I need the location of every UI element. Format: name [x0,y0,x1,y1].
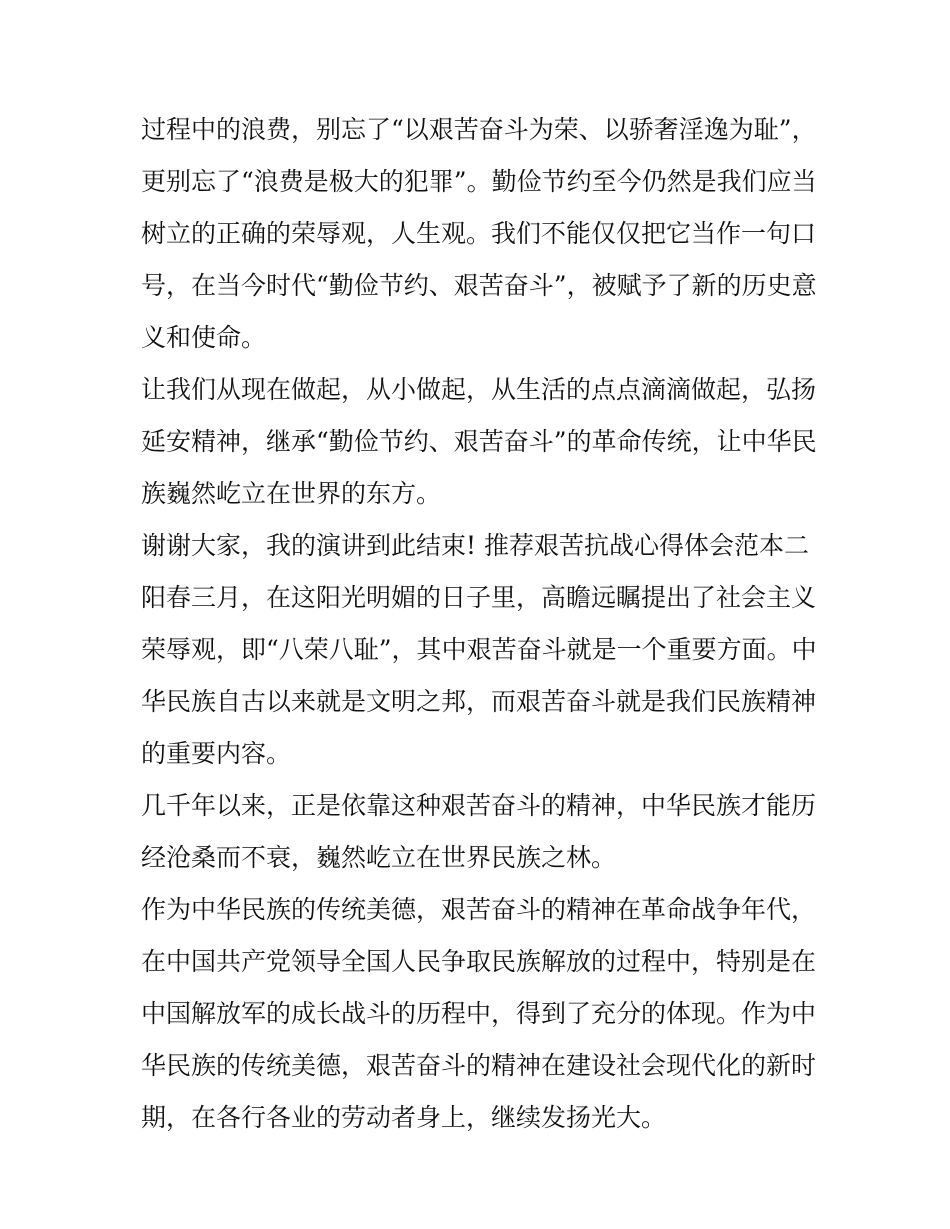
text-line: 的重要内容。 [141,739,292,768]
paragraph-2 [141,364,816,520]
text-line: 中国解放军的成长战斗的历程中，得到了充分的体现。作为中 [141,999,817,1028]
paragraph-1 [141,104,816,364]
text-line: 号，在当今时代“勤俭节约、艰苦奋斗”，被赋予了新的历史意 [141,271,817,300]
text-line: 过程中的浪费，别忘了“以艰苦奋斗为荣、以骄奢淫逸为耻”， [141,115,817,144]
text-line: 经沧桑而不衰，巍然屹立在世界民族之林。 [141,843,617,872]
paragraph-6 [141,884,816,1144]
text-line: 树立的正确的荣辱观，人生观。我们不能仅仅把它当作一句口 [141,219,817,248]
paragraph-4 [141,572,816,780]
text-line: 华民族自古以来就是文明之邦，而艰苦奋斗就是我们民族精神 [141,687,817,716]
text-line: 期，在各行各业的劳动者身上，继续发扬光大。 [141,1103,667,1132]
text-line: 族巍然屹立在世界的东方。 [141,479,442,508]
document-body [141,104,816,1144]
paragraph-3 [141,520,816,572]
text-line: 让我们从现在做起，从小做起，从生活的点点滴滴做起，弘扬 [141,375,817,404]
text-line: 几千年以来，正是依靠这种艰苦奋斗的精神，中华民族才能历 [141,791,817,820]
text-line: 作为中华民族的传统美德，艰苦奋斗的精神在革命战争年代， [141,895,817,924]
text-line: 谢谢大家，我的演讲到此结束! 推荐艰苦抗战心得体会范本二 [141,531,809,560]
text-line: 更别忘了“浪费是极大的犯罪”。勤俭节约至今仍然是我们应当 [141,167,817,196]
text-line: 华民族的传统美德，艰苦奋斗的精神在建设社会现代化的新时 [141,1051,817,1080]
text-line: 义和使命。 [141,323,267,352]
text-line: 延安精神，继承“勤俭节约、艰苦奋斗”的革命传统，让中华民 [141,427,817,456]
paragraph-5 [141,780,816,884]
text-line: 荣辱观，即“八荣八耻”，其中艰苦奋斗就是一个重要方面。中 [141,635,817,664]
text-line: 阳春三月，在这阳光明媚的日子里，高瞻远瞩提出了社会主义 [141,583,817,612]
text-line: 在中国共产党领导全国人民争取民族解放的过程中，特别是在 [141,947,817,976]
